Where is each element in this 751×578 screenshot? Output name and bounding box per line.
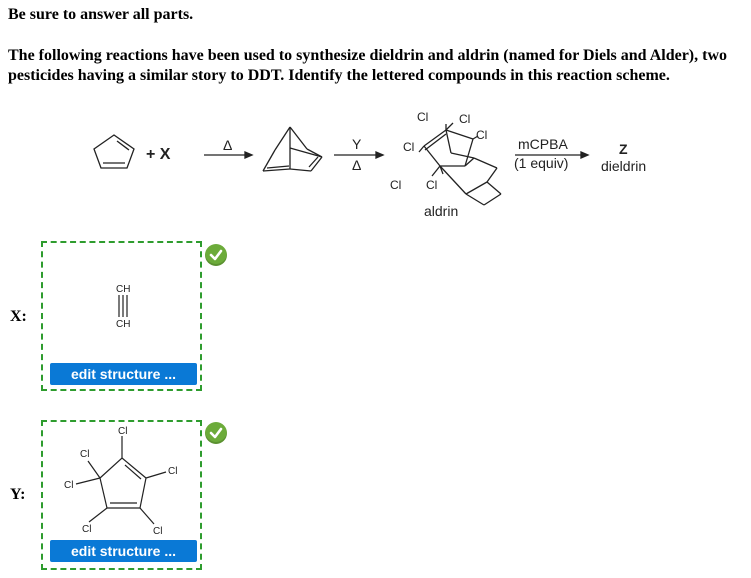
question-y-label: Y: xyxy=(10,486,26,503)
cl-label: Cl xyxy=(390,178,402,192)
reagent-x-text: + X xyxy=(146,146,171,163)
edit-structure-button-y[interactable]: edit structure ... xyxy=(50,540,197,562)
heat-symbol-2: Δ xyxy=(352,157,362,173)
cl-label: Cl xyxy=(426,178,438,192)
aldrin-label: aldrin xyxy=(424,203,459,219)
cl-label: Cl xyxy=(80,449,90,460)
reaction-scheme xyxy=(0,0,751,235)
cl-label: Cl xyxy=(82,524,92,535)
structure-box-y[interactable] xyxy=(41,420,202,570)
edit-structure-button-x[interactable]: edit structure ... xyxy=(50,363,197,385)
ch-label-bottom: CH xyxy=(116,319,131,330)
mcpba-label: mCPBA xyxy=(518,136,568,152)
cl-label: Cl xyxy=(476,128,488,142)
question-prompt: The following reactions have been used to synthesize dieldrin and aldrin (named for Diels and Alder), two pesticides having a similar story to DDT. Identify the lettered compounds in this reaction scheme. xyxy=(8,47,727,84)
cl-label: Cl xyxy=(118,426,128,437)
correct-check-icon xyxy=(205,422,227,444)
reagent-y-text: Y xyxy=(352,136,362,152)
cyclopentadiene-structure xyxy=(94,135,134,168)
compound-z-label: Z xyxy=(619,141,628,157)
correct-check-icon xyxy=(205,244,227,266)
heat-symbol-1: Δ xyxy=(223,137,233,153)
cl-label: Cl xyxy=(459,112,471,126)
ch-label-top: CH xyxy=(116,284,131,295)
equiv-label: (1 equiv) xyxy=(514,155,569,171)
cl-label: Cl xyxy=(64,480,74,491)
instruction-text: Be sure to answer all parts. xyxy=(8,6,194,23)
dieldrin-label: dieldrin xyxy=(601,158,647,174)
structure-box-x[interactable] xyxy=(41,241,202,391)
aldrin-structure xyxy=(419,123,501,205)
question-x-label: X: xyxy=(10,308,27,325)
cl-label: Cl xyxy=(417,110,429,124)
cl-label: Cl xyxy=(403,140,415,154)
cl-label: Cl xyxy=(153,526,163,537)
norbornadiene-structure xyxy=(263,127,322,171)
cl-label: Cl xyxy=(168,466,178,477)
